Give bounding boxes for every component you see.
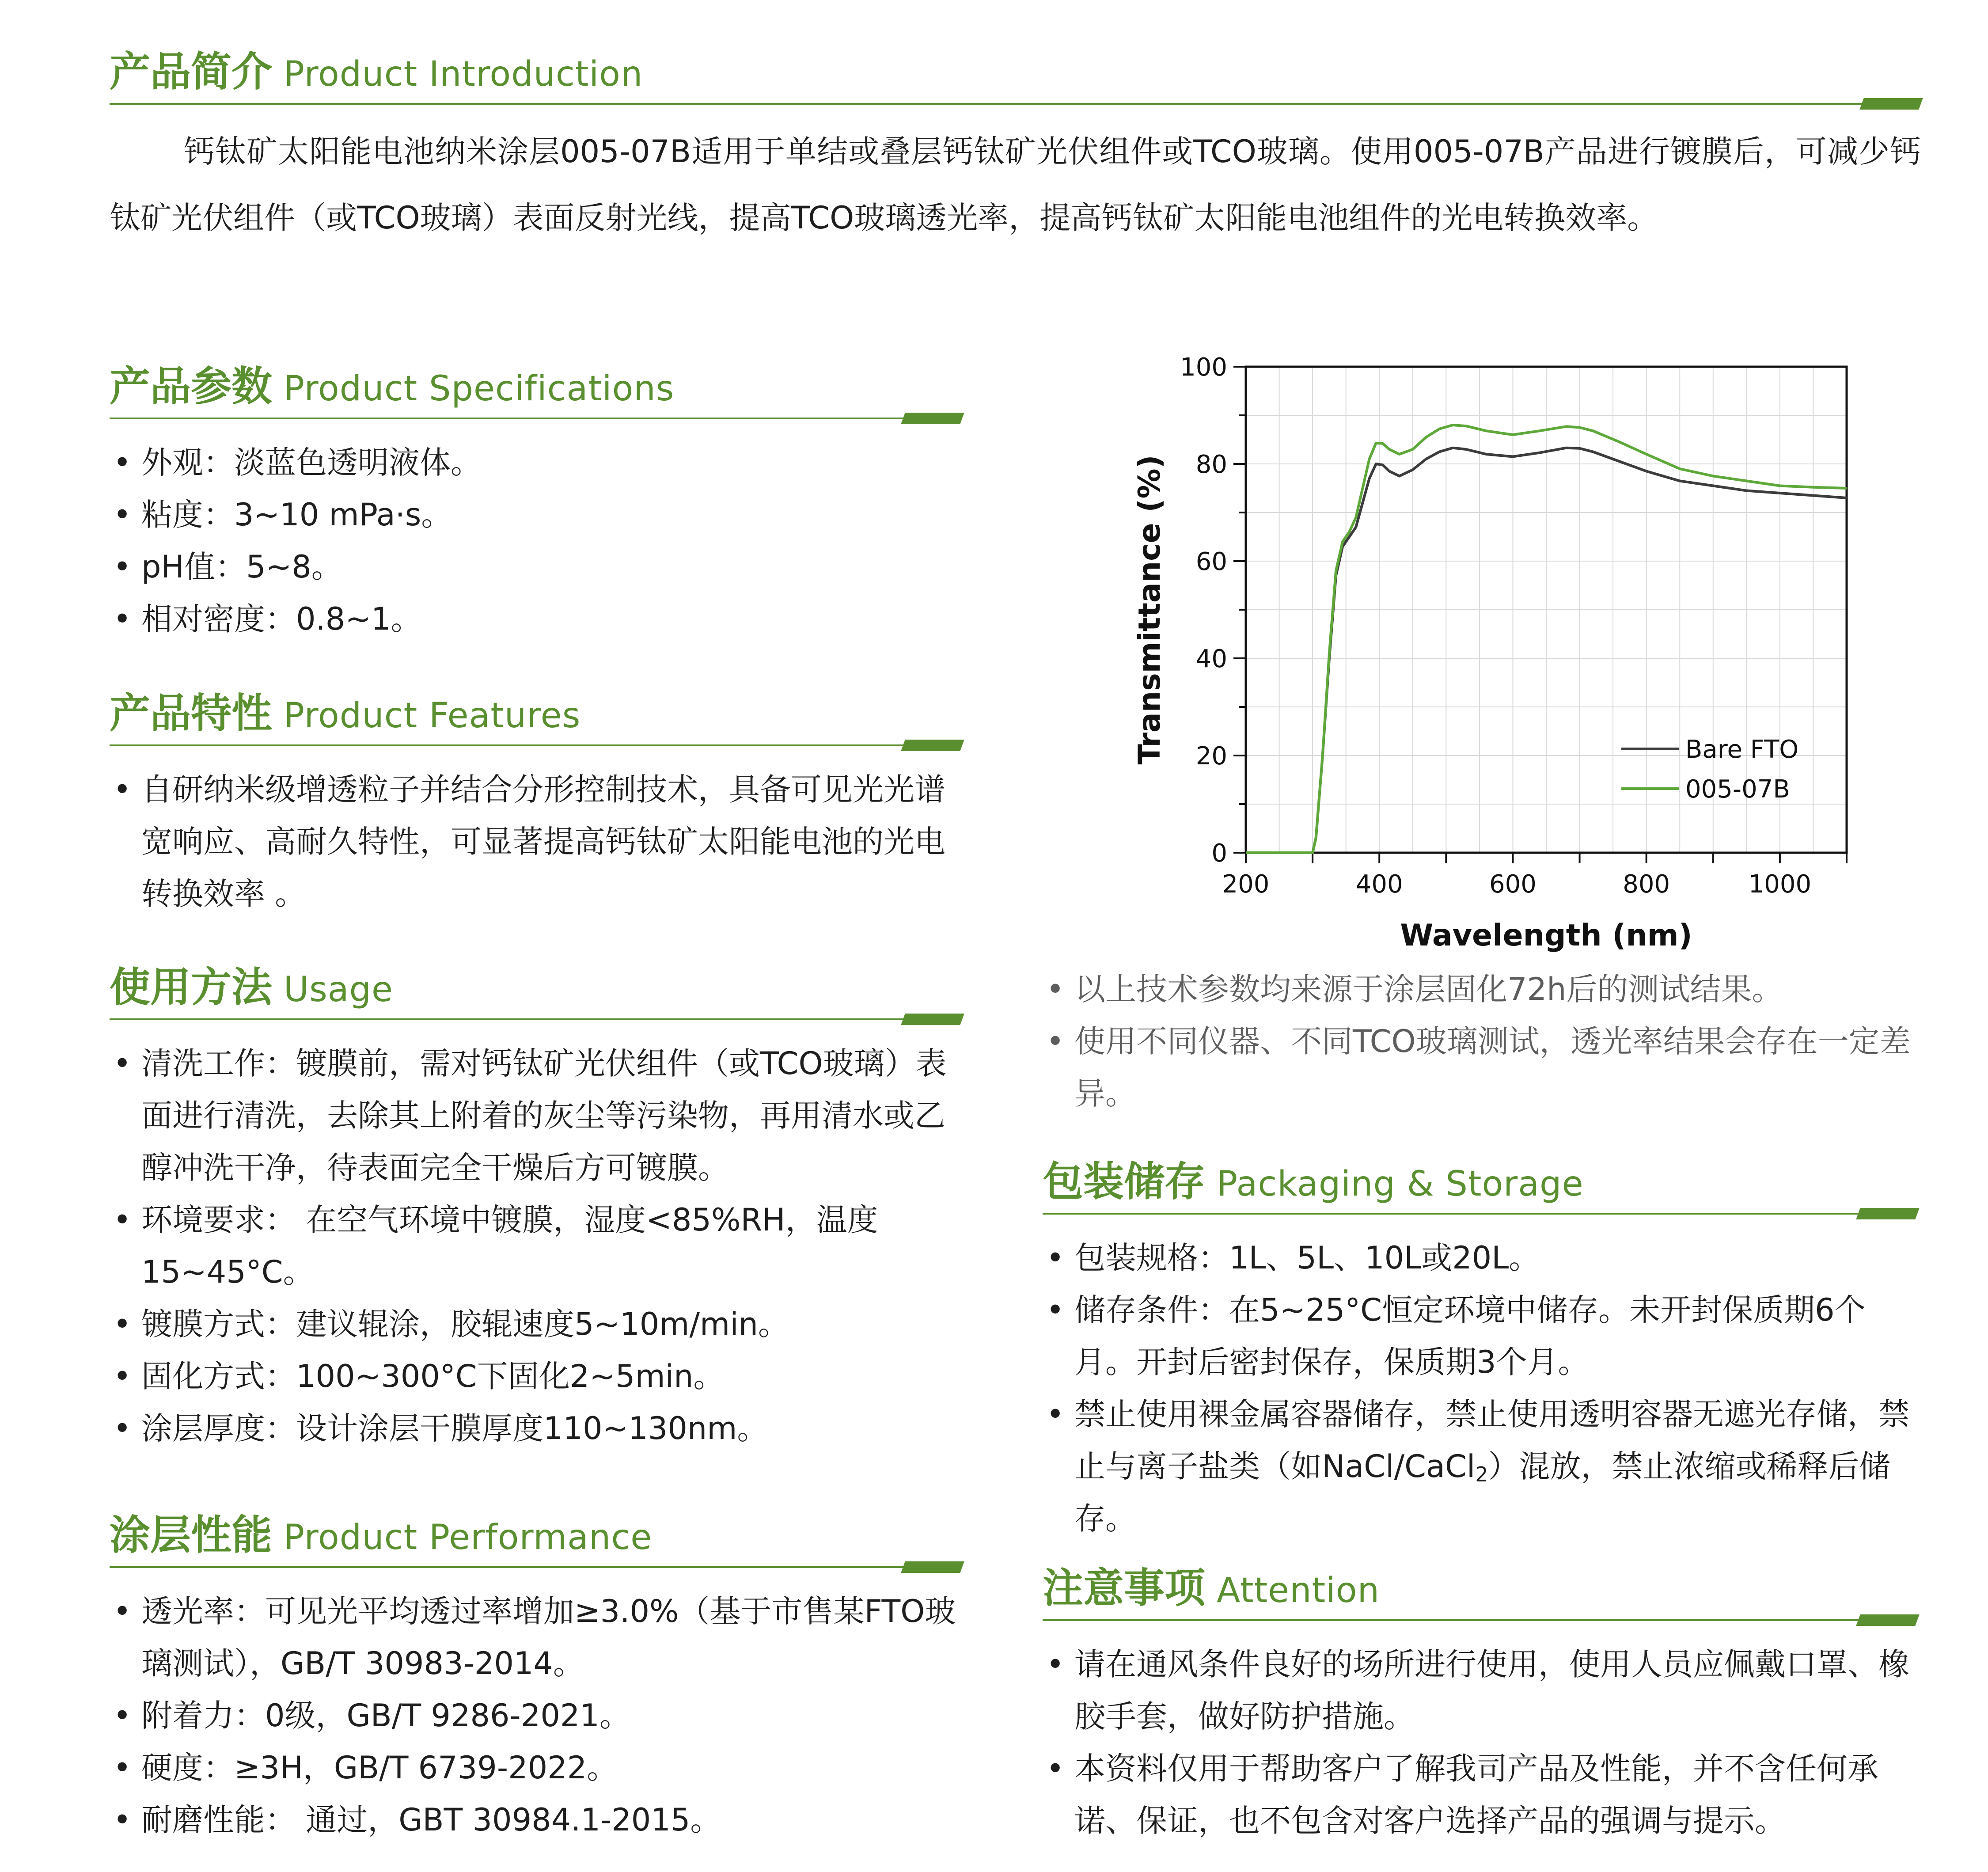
performance-heading-cn: 涂层性能	[110, 1511, 273, 1559]
specs-section	[110, 353, 962, 645]
notes-section	[1043, 963, 1917, 1120]
y-tick-label: 40	[1195, 645, 1227, 673]
packaging-list	[1043, 1232, 1917, 1545]
list-item: • 硬度：≥3H，GB/T 6739-2022。	[113, 1750, 618, 1786]
list-item-text: 本资料仅用于帮助客户了解我司产品及性能，并不含任何承诺、保证，也不包含对客户选择产品的强调与提示。	[1074, 1750, 1878, 1839]
list-item-text: 自研纳米级增透粒子并结合分形控制技术，具备可见光光谱宽响应、高耐久特性，可显著提高钙钛矿太阳能电池的光电转换效率 。	[141, 771, 945, 912]
list-item-text: 粘度：3~10 mPa·s。	[141, 497, 452, 533]
attention-section	[1043, 1555, 1917, 1847]
list-item: • 储存条件：在5~25°C恒定环境中储存。未开封保质期6个月。开封后密封保存，保质期3个月。	[1046, 1292, 1866, 1380]
performance-section	[110, 1502, 962, 1846]
attention-list	[1043, 1638, 1917, 1847]
list-item-text: 附着力：0级，GB/T 9286-2021。	[141, 1697, 630, 1734]
list-item: • 本资料仅用于帮助客户了解我司产品及性能，并不含任何承诺、保证，也不包含对客户选择产品的强调与提示。	[1046, 1750, 1878, 1839]
intro-heading	[110, 39, 1921, 96]
packaging-section	[1043, 1149, 1917, 1545]
list-item-text: 包装规格：1L、5L、10L或20L。	[1074, 1240, 1540, 1276]
item-text-part: ）混放，禁止浓缩或稀释后储存。	[1074, 1448, 1890, 1537]
specs-heading-en: Product Specifications	[284, 369, 675, 409]
y-axis-label: Transmittance (%)	[1132, 455, 1167, 765]
features-heading-en: Product Features	[284, 696, 581, 736]
y-tick-label: 0	[1211, 839, 1227, 868]
list-item: • 透光率：可见光平均透过率增加≥3.0%（基于市售某FTO玻璃测试），GB/T 30983-2014。	[113, 1593, 956, 1682]
legend-label: Bare FTO	[1685, 735, 1799, 764]
list-item-text	[1074, 1396, 1909, 1537]
intro-text: 钙钛矿太阳能电池纳米涂层005-07B适用于单结或叠层钙钛矿光伏组件或TCO玻璃。使用005-07B产品进行镀膜后，可减少钙钛矿光伏组件（或TCO玻璃）表面反射光线，提高TCO玻璃透光率，提高钙钛矿太阳能电池组件的光电转换效率。	[110, 133, 1921, 236]
transmittance-chart	[1113, 340, 1864, 968]
list-item: • 粘度：3~10 mPa·s。	[113, 497, 452, 533]
list-item: • 涂层厚度：设计涂层干膜厚度110~130nm。	[113, 1410, 768, 1447]
list-item: • 镀膜方式：建议辊涂，胶辊速度5~10m/min。	[113, 1306, 789, 1342]
y-tick-label: 60	[1195, 547, 1227, 576]
list-item-text: 储存条件：在5~25°C恒定环境中储存。未开封保质期6个月。开封后密封保存，保质期3个月。	[1074, 1292, 1866, 1380]
performance-heading-en: Product Performance	[284, 1518, 653, 1557]
features-section	[110, 680, 962, 920]
performance-divider	[110, 1561, 962, 1573]
list-item-text: 固化方式：100~300°C下固化2~5min。	[141, 1358, 725, 1394]
list-item-text: 使用不同仪器、不同TCO玻璃测试，透光率结果会存在一定差异。	[1074, 1023, 1911, 1112]
features-divider	[110, 740, 962, 751]
specs-divider	[110, 413, 962, 424]
list-item-text: 外观：淡蓝色透明液体。	[141, 444, 482, 481]
packaging-heading-en: Packaging & Storage	[1217, 1164, 1584, 1204]
intro-divider	[110, 98, 1921, 110]
list-item: • pH值：5~8。	[113, 549, 342, 585]
packaging-divider	[1043, 1208, 1917, 1219]
list-item: • 使用不同仪器、不同TCO玻璃测试，透光率结果会存在一定差异。	[1046, 1023, 1911, 1112]
list-item: • 环境要求： 在空气环境中镀膜，湿度<85%RH，温度15~45°C。	[113, 1202, 878, 1290]
list-item: • 清洗工作：镀膜前，需对钙钛矿光伏组件（或TCO玻璃）表面进行清洗，去除其上附着的灰尘等污染物，再用清水或乙醇冲洗干净，待表面完全干燥后方可镀膜。	[113, 1045, 947, 1186]
list-item: • 固化方式：100~300°C下固化2~5min。	[113, 1358, 725, 1394]
usage-divider	[110, 1014, 962, 1025]
list-item: • 相对密度：0.8~1。	[113, 601, 422, 637]
packaging-heading-cn: 包装储存	[1043, 1158, 1206, 1205]
notes-list	[1043, 963, 1917, 1120]
features-heading-cn: 产品特性	[110, 690, 273, 737]
list-item-text: 涂层厚度：设计涂层干膜厚度110~130nm。	[141, 1410, 768, 1447]
attention-divider	[1043, 1614, 1917, 1626]
y-tick-label: 20	[1195, 742, 1227, 771]
usage-section	[110, 954, 962, 1454]
list-item: • 以上技术参数均来源于涂层固化72h后的测试结果。	[1046, 971, 1783, 1007]
specs-heading	[110, 353, 962, 411]
y-tick-label: 80	[1195, 450, 1227, 479]
usage-list	[110, 1037, 962, 1454]
usage-heading-cn: 使用方法	[110, 964, 273, 1011]
usage-heading	[110, 954, 962, 1012]
x-tick-label: 200	[1222, 870, 1270, 899]
list-item: • 外观：淡蓝色透明液体。	[113, 444, 482, 481]
list-item-text: 硬度：≥3H，GB/T 6739-2022。	[141, 1750, 618, 1786]
x-axis-label: Wavelength (nm)	[1400, 918, 1692, 953]
intro-heading-cn: 产品简介	[110, 48, 273, 95]
x-tick-label: 800	[1623, 870, 1670, 899]
list-item-text: 以上技术参数均来源于涂层固化72h后的测试结果。	[1074, 971, 1783, 1007]
list-item: • 耐磨性能： 通过，GBT 30984.1-2015。	[113, 1802, 721, 1838]
chart-legend	[1621, 735, 1798, 804]
legend-label: 005-07B	[1685, 775, 1790, 804]
list-item-text: pH值：5~8。	[141, 549, 342, 585]
features-heading	[110, 680, 962, 738]
list-item-text: 环境要求： 在空气环境中镀膜，湿度<85%RH，温度15~45°C。	[141, 1202, 878, 1290]
specs-heading-cn: 产品参数	[110, 363, 273, 410]
item-text-part: 禁止使用裸金属容器储存，禁止使用透明容器无遮光存储，禁止与离子盐类（如NaCl/CaCl	[1074, 1396, 1909, 1485]
x-tick-label: 1000	[1748, 870, 1812, 899]
chart-svg	[1113, 340, 1864, 968]
performance-heading	[110, 1502, 962, 1560]
usage-heading-en: Usage	[284, 970, 394, 1010]
x-tick-label: 600	[1489, 870, 1537, 899]
list-item: • 包装规格：1L、5L、10L或20L。	[1046, 1240, 1540, 1276]
specs-list	[110, 437, 962, 645]
attention-heading-en: Attention	[1217, 1571, 1380, 1610]
features-list	[110, 763, 962, 920]
list-item: • 禁止使用裸金属容器储存，禁止使用透明容器无遮光存储，禁止与离子盐类（如NaCl/CaCl$_2$）混放，禁止浓缩或稀释后储存。	[1046, 1396, 1909, 1537]
subscript: 2	[1475, 1462, 1488, 1486]
list-item-text: 镀膜方式：建议辊涂，胶辊速度5~10m/min。	[141, 1306, 789, 1342]
performance-list	[110, 1585, 962, 1846]
list-item-text: 透光率：可见光平均透过率增加≥3.0%（基于市售某FTO玻璃测试），GB/T 30983-2014。	[141, 1593, 956, 1682]
intro-section	[110, 39, 1921, 251]
list-item: • 自研纳米级增透粒子并结合分形控制技术，具备可见光光谱宽响应、高耐久特性，可显著提高钙钛矿太阳能电池的光电转换效率 。	[113, 771, 945, 912]
y-tick-label: 100	[1180, 353, 1227, 382]
list-item-text: 耐磨性能： 通过，GBT 30984.1-2015。	[141, 1802, 721, 1838]
list-item-text: 请在通风条件良好的场所进行使用，使用人员应佩戴口罩、橡胶手套，做好防护措施。	[1074, 1646, 1909, 1735]
list-item: • 请在通风条件良好的场所进行使用，使用人员应佩戴口罩、橡胶手套，做好防护措施。	[1046, 1646, 1909, 1735]
x-tick-label: 400	[1355, 870, 1403, 899]
attention-heading	[1043, 1555, 1917, 1613]
attention-heading-cn: 注意事项	[1043, 1564, 1206, 1612]
list-item: • 附着力：0级，GB/T 9286-2021。	[113, 1697, 630, 1734]
intro-heading-en: Product Introduction	[284, 54, 643, 94]
list-item-text: 清洗工作：镀膜前，需对钙钛矿光伏组件（或TCO玻璃）表面进行清洗，去除其上附着的灰尘等污染物，再用清水或乙醇冲洗干净，待表面完全干燥后方可镀膜。	[141, 1045, 947, 1186]
packaging-heading	[1043, 1149, 1917, 1206]
list-item-text: 相对密度：0.8~1。	[141, 601, 422, 637]
